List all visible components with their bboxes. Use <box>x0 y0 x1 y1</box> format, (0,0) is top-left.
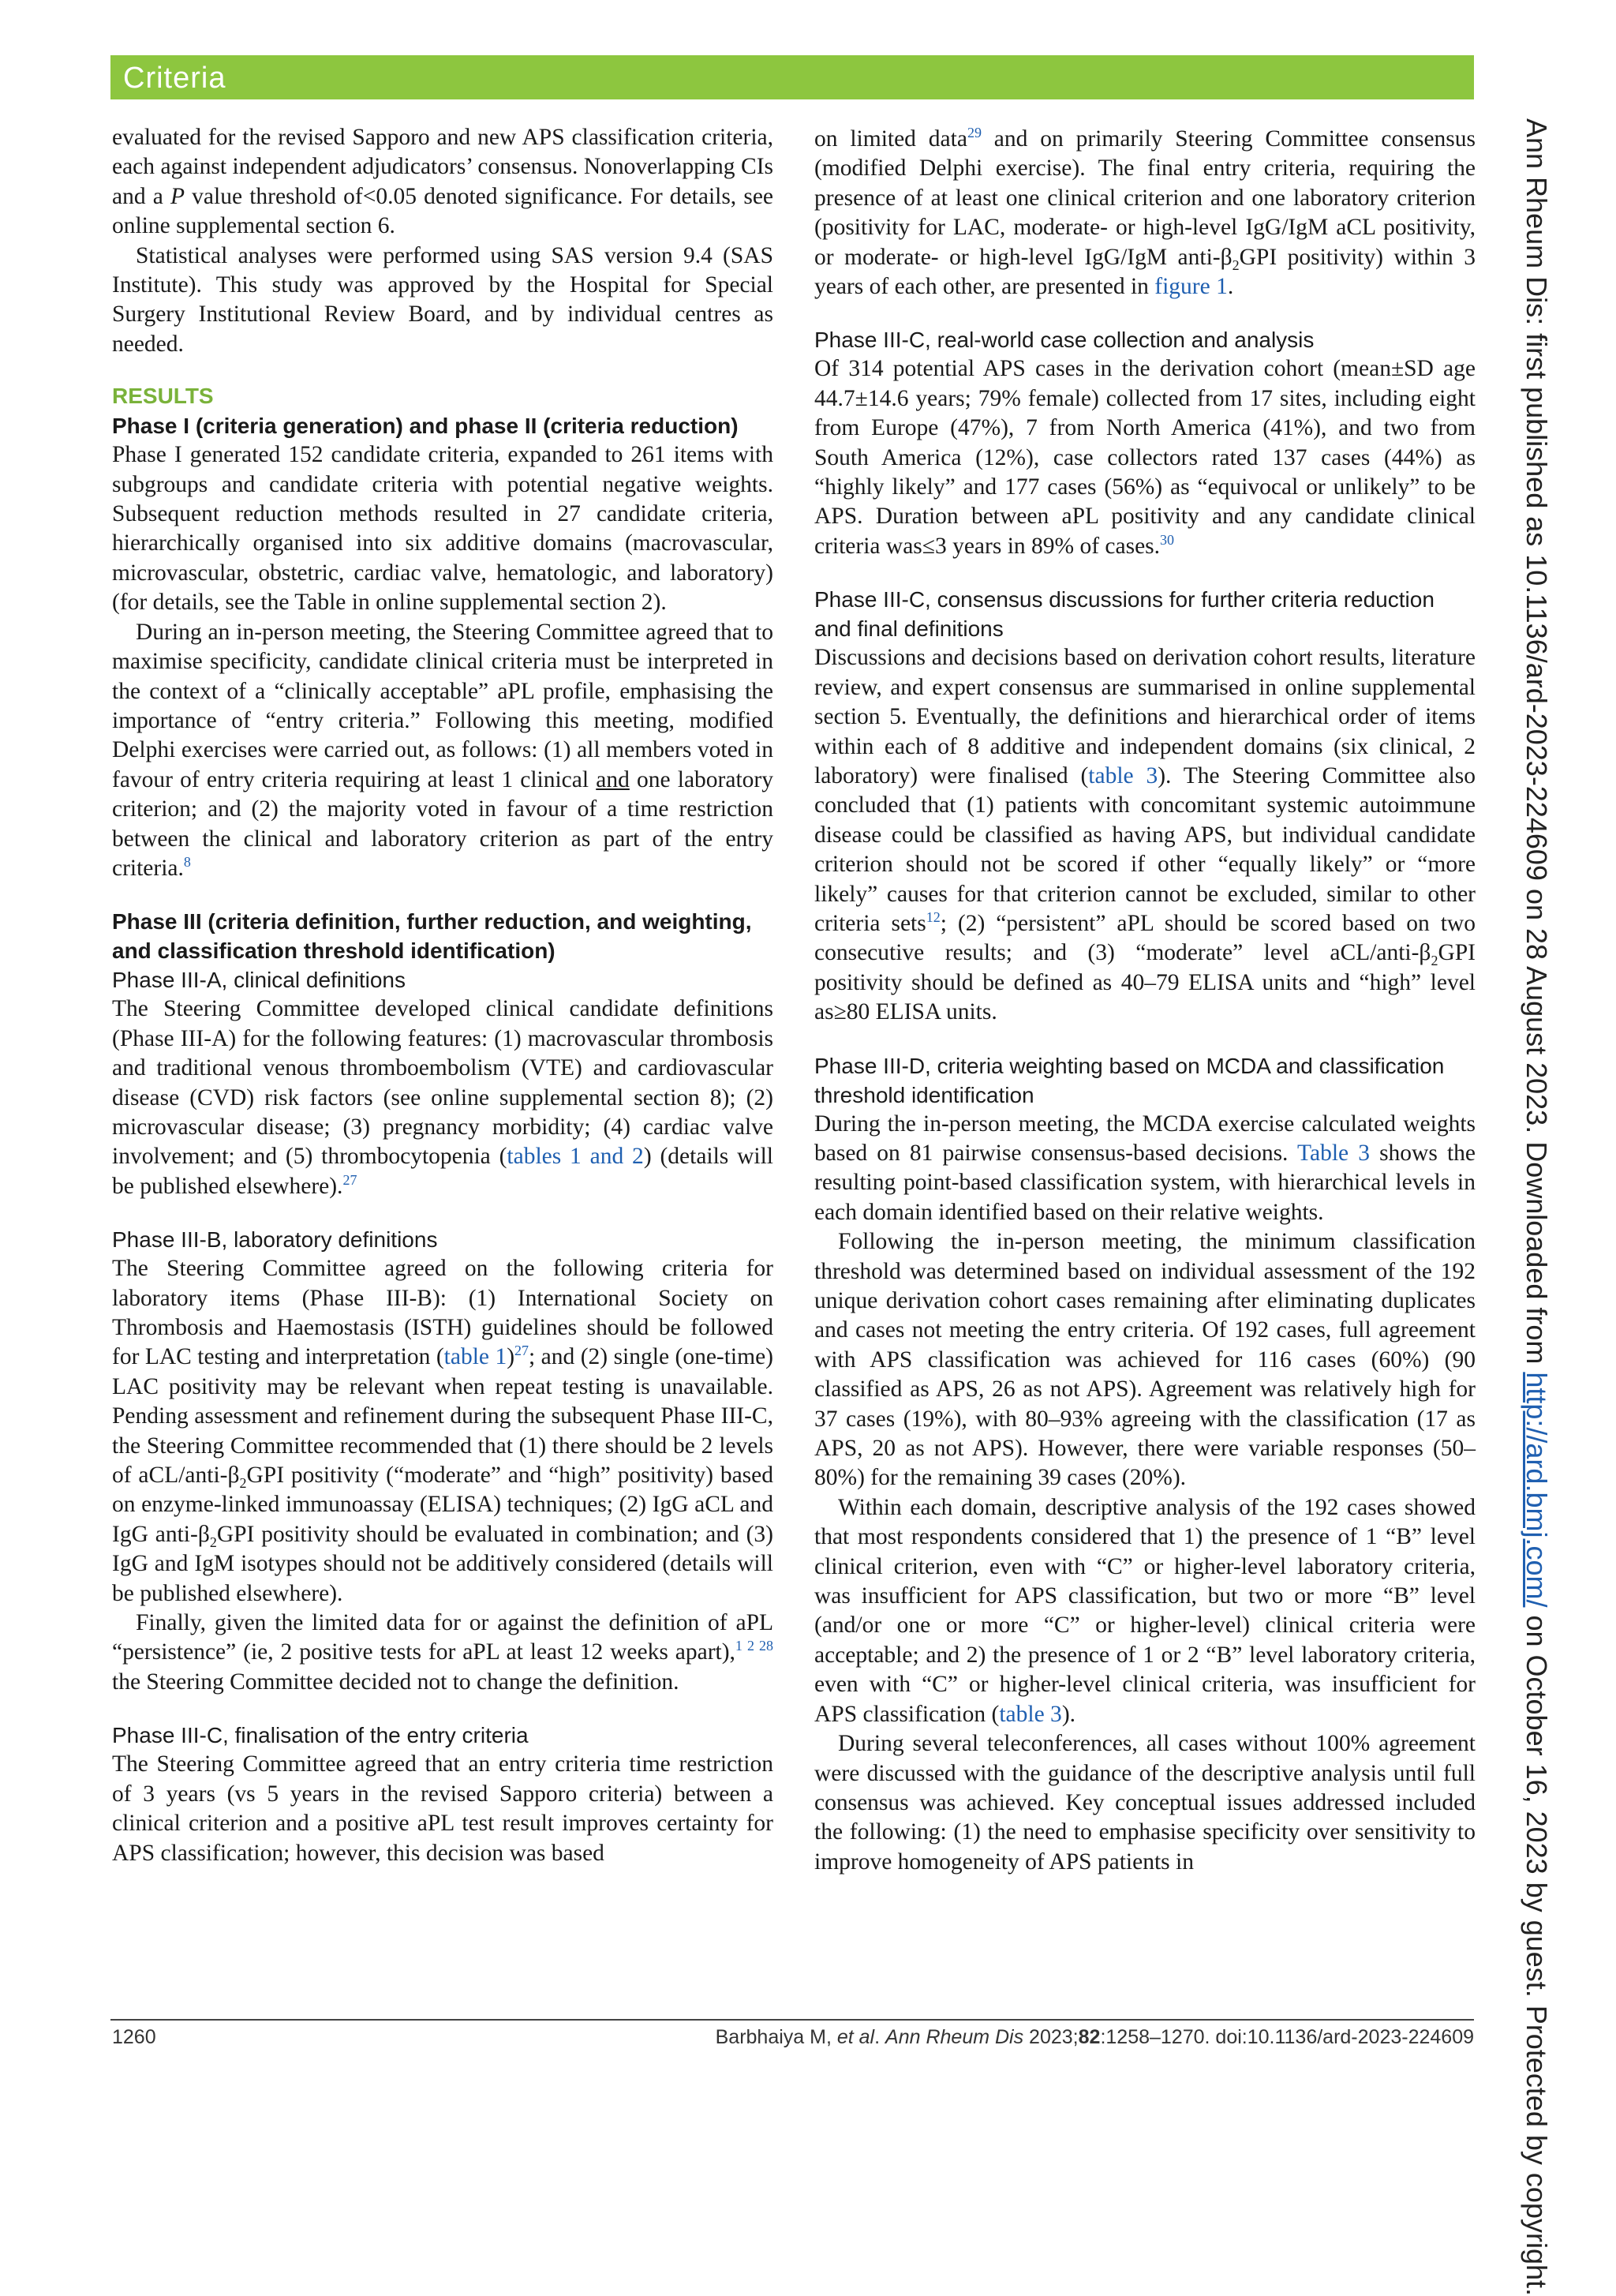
table-link[interactable]: Table 3 <box>1297 1140 1370 1166</box>
section-header-bar <box>110 55 1474 99</box>
footer-rule <box>110 2019 1474 2021</box>
section-label: Criteria <box>123 62 226 95</box>
paragraph: Finally, given the limited data for or against the definition of aPL “persistence” (ie, 2 positive tests for aPL at least 12 weeks apart),$^{1 2 28}$ the Steering Committee decided not to change the definition. <box>112 1610 773 1695</box>
paragraph: The Steering Committee agreed on the following criteria for laboratory items (Phase III-B): (1) International Society on Thrombosis and Haemostasis (ISTH) guidelines should be followed for LAC testing and interpretation (table 1)$^{27}$; and (2) single (one-time) LAC positivity may be relevant when repeat testing is unavailable. Pending assessment and refinement during the subsequent Phase III-C, the Steering Committee recommended that (1) there should be 2 levels of aCL/$anti-\beta_2GPI$ positivity (“moderate” and “high” positivity) based on enzyme-linked immunoassay (ELISA) techniques; (2) IgG aCL and IgG anti-$\beta_2GPI$ positivity should be evaluated in combination; and (3) IgG and IgM isotypes should not be additively considered (details will be published elsewhere). <box>112 1256 773 1606</box>
subsection-heading: Phase III-A, clinical definitions <box>112 968 406 993</box>
subsection-heading: Phase III-C, real-world case collection and analysis <box>814 328 1315 353</box>
subsection-heading: Phase III-C, finalisation of the entry criteria <box>112 1723 529 1748</box>
results-heading: RESULTS <box>112 384 214 409</box>
reference-link[interactable]: 29 <box>967 125 982 141</box>
side-copyright-strip <box>1507 118 1570 2296</box>
reference-link[interactable]: 8 <box>183 854 191 871</box>
section-heading: Phase I (criteria generation) and phase II (criteria reduction) <box>112 414 739 439</box>
reference-link[interactable]: 30 <box>1160 532 1175 549</box>
right-column <box>814 125 1476 1877</box>
paragraph: During the in-person meeting, the MCDA exercise calculated weights based on 81 pairwise consensus-based decisions. Table 3 shows the resulting point-based classification system, with hierarchical levels in each domain identified based on their relative weights. <box>814 1111 1476 1225</box>
section-heading: Phase III (criteria definition, further reduction, and weighting, and classification threshold identification) <box>112 909 752 964</box>
subsection-heading: Phase III-C, consensus discussions for further criteria reduction and final definitions <box>814 587 1435 642</box>
paragraph: Of 314 potential APS cases in the derivation cohort (mean±SD age 44.7±14.6 years; 79% female) collected from 17 sites, including eight from Europe (47%), 7 from North America (41%), and two from South America (12%), case collectors rated 137 cases (44%) as “highly likely” and 177 cases (56%) as “equivocal or unlikely” to be APS. Duration between aPL positivity and any candidate clinical criteria was≤3 years in 89% of cases.$^{30}$ <box>814 356 1476 559</box>
table-link[interactable]: tables 1 and 2 <box>507 1144 644 1170</box>
reference-link[interactable]: 27 <box>514 1343 529 1359</box>
paragraph: The Steering Committee developed clinical candidate definitions (Phase III-A) for the following features: (1) macrovascular thrombosis and traditional venous thromboembolism (VTE) and cardiovascular disease (CVD) risk factors (see online supplemental section 8); (2) microvascular disease; (3) pregnancy morbidity; (4) cardiac valve involvement; and (5) thrombocytopenia (tables 1 and 2) (details will be published elsewhere).$^{27}$ <box>112 996 774 1199</box>
paragraph: Phase I generated 152 candidate criteria, expanded to 261 items with subgroups and candidate criteria with potential negative weights. Subsequent reduction methods resulted in 27 candidate criteria, hierarchically organised into six additive domains (macrovascular, microvascular, obstetric, cardiac valve, hematologic, and laboratory) (for details, see the Table in online supplemental section 2). <box>112 442 773 616</box>
table-link[interactable]: table 1 <box>443 1344 507 1370</box>
reference-link[interactable]: 12 <box>926 909 941 926</box>
paragraph: Statistical analyses were performed using SAS version 9.4 (SAS Institute). This study was approved by the Hospital for Special Surgery Institutional Review Board, and by individual centres as needed. <box>112 242 773 357</box>
reference-link[interactable]: 27 <box>342 1171 357 1188</box>
paragraph: evaluated for the revised Sapporo and new APS classification criteria, each against independent adjudicators’ consensus. Nonoverlapping CIs and a P value threshold of<0.05 denoted significance. For details, see online supplemental section 6. <box>112 125 774 239</box>
page-number: 1260 <box>112 2026 156 2048</box>
paragraph: Following the in-person meeting, the minimum classification threshold was determined based on individual assessment of the 192 unique derivation cohort cases remaining after eliminating duplicates and cases not meeting the entry criteria. Of 192 cases, full agreement with APS classification was achieved for 116 cases (60%) (90 classified as APS, 26 as not APS). Agreement was relatively high for 37 cases (19%), with 80–93% agreeing with the classification (17 as APS, 20 as not APS). However, there were variable responses (50–80%) for the remaining 39 cases (20%). <box>814 1229 1476 1491</box>
subsection-heading: Phase III-B, laboratory definitions <box>112 1227 438 1253</box>
table-link[interactable]: table 3 <box>999 1701 1062 1727</box>
subsection-heading: Phase III-D, criteria weighting based on MCDA and classification threshold identification <box>814 1053 1445 1107</box>
paragraph: During several teleconferences, all cases without 100% agreement were discussed with the guidance of the descriptive analysis until full consensus was achieved. Key conceptual issues addressed included the following: (1) the need to emphasise specificity over sensitivity to improve homogeneity of APS patients in <box>814 1731 1476 1875</box>
reference-link[interactable]: 1 2 28 <box>735 1638 773 1654</box>
table-link[interactable]: table 3 <box>1088 762 1158 788</box>
paragraph: The Steering Committee agreed that an entry criteria time restriction of 3 years (vs 5 years in the revised Sapporo criteria) between a clinical criterion and a positive aPL test result improves certainty for APS classification; however, this decision was based <box>112 1751 773 1866</box>
footer-citation: Barbhaiya M, et al. Ann Rheum Dis 2023;82:1258–1270. doi:10.1136/ard-2023-224609 <box>715 2026 1474 2048</box>
side-copyright-note: Ann Rheum Dis: first published as 10.1136/ard-2023-224609 on 28 August 2023. Downloaded from http://ard.bmj.com/ on October 16, 2023 by guest. Protected by copyright. <box>1521 118 1553 2296</box>
figure-link[interactable]: figure 1 <box>1154 274 1228 300</box>
paragraph: Discussions and decisions based on derivation cohort results, literature review, and expert consensus are summarised in online supplemental section 5. Eventually, the definitions and hierarchical order of items within each of 8 additive and independent domains (six clinical, 2 laboratory) were finalised (table 3). The Steering Committee also concluded that (1) patients with concomitant systemic autoimmune disease could be classified as having APS, but individual candidate criterion should not be scored if other “equally likely” or “more likely” causes for that criterion cannot be excluded, similar to other criteria sets$^{12}$; (2) “persistent” aPL should be scored based on two consecutive results; and (3) “moderate” level aCL/$anti-\beta_2GPI$ positivity should be defined as 40–79 ELISA units and “high” level as≥80 ELISA units. <box>814 645 1476 1025</box>
journal-url-link[interactable]: http://ard.bmj.com/ <box>1521 1372 1553 1608</box>
left-column <box>112 123 773 1868</box>
paragraph: Within each domain, descriptive analysis of the 192 cases showed that most respondents considered that 1) the presence of 1 “B” level clinical criterion, even with “C” or higher-level laboratory criteria, was insufficient for APS classification, but two or more “B” level (and/or one or more “C” or higher-level) clinical criteria were acceptable; and 2) the presence of 1 or 2 “B” level laboratory criteria, even with “C” or higher-level clinical criteria, was insufficient for APS classification (table 3). <box>814 1494 1476 1727</box>
paragraph: During an in-person meeting, the Steering Committee agreed that to maximise specificity, candidate clinical criteria must be interpreted in the context of a “clinically acceptable” aPL profile, emphasising the importance of “entry criteria.” Following this meeting, modified Delphi exercises were carried out, as follows: (1) all members voted in favour of entry criteria requiring at least 1 clinical and one laboratory criterion; and (2) the majority voted in favour of a time restriction between the clinical and laboratory criterion as part of the entry criteria.$^8$ <box>112 619 773 881</box>
paragraph: on limited data$^{29}$ and on primarily Steering Committee consensus (modified Delphi exercise). The final entry criteria, requiring the presence of at least one clinical criterion and one laboratory criterion (positivity for LAC, moderate- or high-level IgG/IgM aCL positivity, or moderate- or high-level IgG/IgM anti-$\beta_2GPI$ positivity) within 3 years of each other, are presented in figure 1. <box>814 125 1476 300</box>
